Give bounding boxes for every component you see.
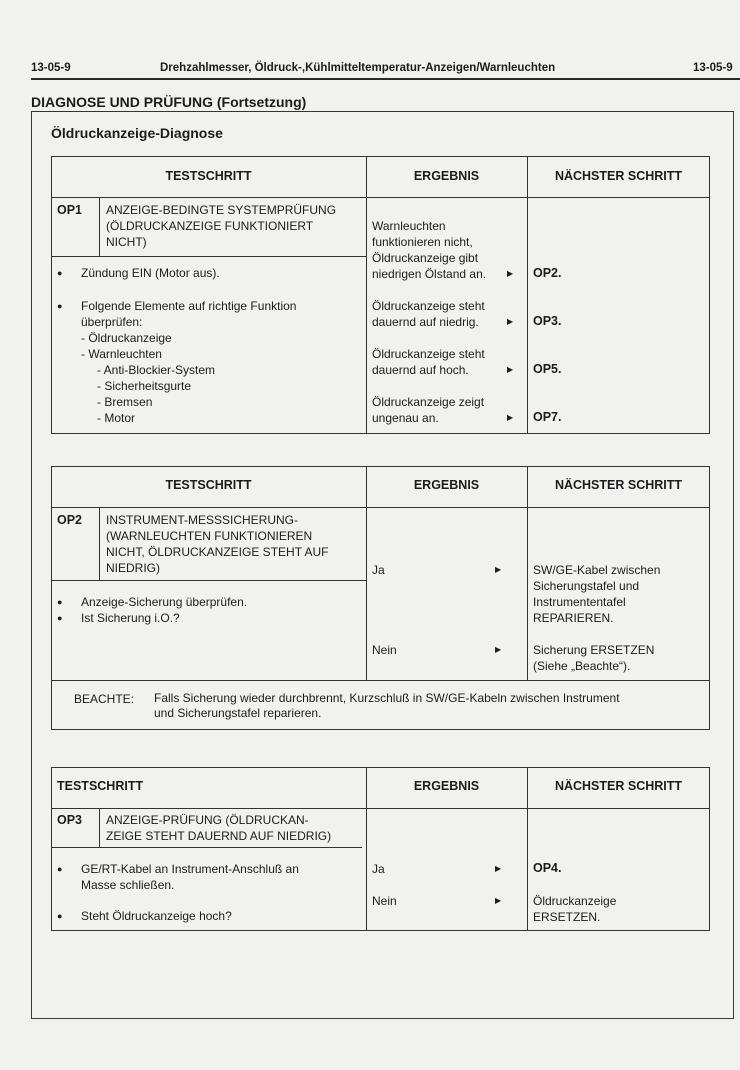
bullet-icon: ● <box>57 301 63 311</box>
op1-result-1: Warnleuchten funktionieren nicht, Öldruckanzeige gibt niedrigen Ölstand an. <box>372 219 487 281</box>
op2-title: INSTRUMENT-MESSSICHERUNG- (WARNLEUCHTEN FUNKTIONIEREN NICHT, ÖLDRUCKANZEIGE STEHT AUF NIEDRIG) <box>106 513 329 575</box>
column-header-test-step: TESTSCHRITT <box>57 779 144 793</box>
op1-next-1: OP2. <box>533 266 562 280</box>
column-header-test-step: TESTSCHRITT <box>165 478 252 492</box>
note-label: BEACHTE: <box>74 692 135 706</box>
op3-next-yes: OP4. <box>533 861 562 875</box>
op2-code: OP2 <box>57 513 83 527</box>
op1-next-2: OP3. <box>533 314 562 328</box>
op3-title: ANZEIGE-PRÜFUNG (ÖLDRUCKAN- ZEIGE STEHT DAUERND AUF NIEDRIG) <box>106 813 332 843</box>
op1-code: OP1 <box>57 203 83 217</box>
column-header-result: ERGEBNIS <box>413 478 480 492</box>
page-number-right: 13-05-9 <box>693 62 733 74</box>
column-header-next-step: NÄCHSTER SCHRITT <box>554 169 683 183</box>
arrow-icon: ▶ <box>495 565 502 574</box>
column-header-test-step: TESTSCHRITT <box>165 169 252 183</box>
op2-next-yes: SW/GE-Kabel zwischen Sicherungstafel und Instrumententafel REPARIEREN. <box>533 563 661 625</box>
op2-result-yes: Ja <box>372 563 385 577</box>
section-title: DIAGNOSE UND PRÜFUNG (Fortsetzung) <box>31 94 307 110</box>
op1-step-2: Folgende Elemente auf richtige Funktion überprüfen: <box>81 299 297 329</box>
arrow-icon: ▶ <box>507 269 514 278</box>
op2-result-no: Nein <box>372 643 397 657</box>
bullet-icon: ● <box>57 613 63 623</box>
op1-warning-light-items: - Anti-Blockier-System - Sicherheitsgurte - Bremsen - Motor <box>97 363 216 425</box>
column-header-result: ERGEBNIS <box>413 169 480 183</box>
bullet-icon: ● <box>57 864 63 874</box>
op3-step-1: GE/RT-Kabel an Instrument-Anschluß an Masse schließen. <box>81 862 299 892</box>
column-header-next-step: NÄCHSTER SCHRITT <box>554 779 683 793</box>
column-header-next-step: NÄCHSTER SCHRITT <box>554 478 683 492</box>
bullet-icon: ● <box>57 597 63 607</box>
op1-title: ANZEIGE-BEDINGTE SYSTEMPRÜFUNG (ÖLDRUCKANZEIGE FUNKTIONIERT NICHT) <box>106 203 337 249</box>
arrow-icon: ▶ <box>495 896 502 905</box>
op1-result-2: Öldruckanzeige steht dauernd auf niedrig. <box>372 299 485 329</box>
op1-result-4: Öldruckanzeige zeigt ungenau an. <box>372 395 485 425</box>
arrow-icon: ▶ <box>507 365 514 374</box>
bullet-icon: ● <box>57 268 63 278</box>
header-rule <box>31 78 740 80</box>
op2-next-no: Sicherung ERSETZEN (Siehe „Beachte“). <box>533 643 655 673</box>
note-text: Falls Sicherung wieder durchbrennt, Kurzschluß in SW/GE-Kabeln zwischen Instrument und Sicherungstafel reparieren. <box>154 691 620 720</box>
arrow-icon: ▶ <box>495 645 502 654</box>
op3-step-2: Steht Öldruckanzeige hoch? <box>81 909 232 923</box>
op1-result-3: Öldruckanzeige steht dauernd auf hoch. <box>372 347 485 377</box>
op2-step-2: Ist Sicherung i.O.? <box>81 611 180 625</box>
page-number-left: 13-05-9 <box>31 62 71 74</box>
op3-result-yes: Ja <box>372 862 385 876</box>
diagnosis-title: Öldruckanzeige-Diagnose <box>51 125 223 141</box>
op1-step-1: Zündung EIN (Motor aus). <box>81 266 220 280</box>
op3-result-no: Nein <box>372 894 397 908</box>
op1-check-items: - Öldruckanzeige - Warnleuchten <box>81 331 172 361</box>
arrow-icon: ▶ <box>507 317 514 326</box>
op1-next-4: OP7. <box>533 410 562 424</box>
column-header-result: ERGEBNIS <box>413 779 480 793</box>
op3-next-no: Öldruckanzeige ERSETZEN. <box>533 894 617 924</box>
arrow-icon: ▶ <box>495 864 502 873</box>
arrow-icon: ▶ <box>507 413 514 422</box>
op1-next-3: OP5. <box>533 362 562 376</box>
op3-code: OP3 <box>57 813 83 827</box>
bullet-icon: ● <box>57 911 63 921</box>
page-header-title: Drehzahlmesser, Öldruck-,Kühlmitteltemperatur-Anzeigen/Warnleuchten <box>160 62 556 74</box>
op2-step-1: Anzeige-Sicherung überprüfen. <box>81 595 248 609</box>
